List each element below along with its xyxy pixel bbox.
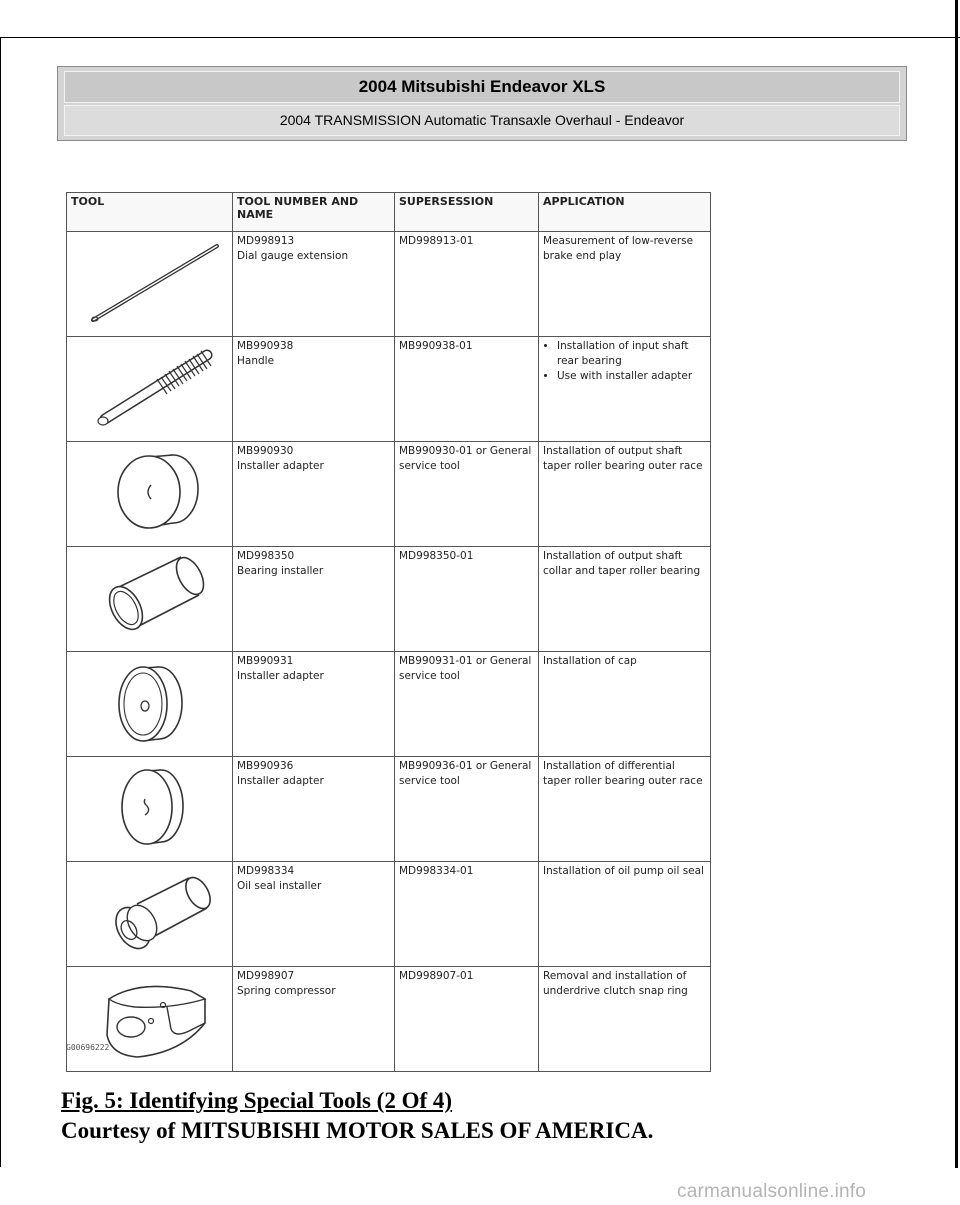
installer-adapter-icon [71, 654, 235, 754]
table-row [67, 232, 711, 337]
supersession-cell: MB990931-01 or General service tool [395, 652, 539, 757]
column-header-supersession: SUPERSESSION [395, 193, 539, 232]
tool-number: MD998913 [237, 235, 295, 247]
page-frame-right [955, 0, 958, 1168]
tool-number: MB990931 [237, 655, 294, 667]
tool-name: Installer adapter [237, 775, 324, 787]
supersession-cell: MD998913-01 [395, 232, 539, 337]
tool-cell [67, 967, 233, 1072]
tool-number-cell [233, 547, 395, 652]
tool-name: Oil seal installer [237, 880, 322, 892]
tool-number: MB990938 [237, 340, 294, 352]
tool-number: MD998907 [237, 970, 295, 982]
supersession-cell: MB990938-01 [395, 337, 539, 442]
application-cell: Installation of output shaft taper roller bearing outer race [539, 442, 711, 547]
table-row [67, 862, 711, 967]
list-item: • Installation of input shaft rear bearing [557, 339, 706, 369]
table-row [67, 967, 711, 1072]
tool-number-cell [233, 652, 395, 757]
supersession-cell: MB990936-01 or General service tool [395, 757, 539, 862]
table-row [67, 337, 711, 442]
tool-number: MB990936 [237, 760, 294, 772]
special-tools-table [66, 192, 711, 1072]
column-header-application: APPLICATION [539, 193, 711, 232]
tool-name: Spring compressor [237, 985, 336, 997]
spring-compressor-icon [71, 969, 235, 1069]
tool-number: MD998334 [237, 865, 295, 877]
tool-name: Installer adapter [237, 670, 324, 682]
supersession-cell: MD998907-01 [395, 967, 539, 1072]
figure-caption: Fig. 5: Identifying Special Tools (2 Of 4) [61, 1088, 453, 1113]
handle-icon [71, 339, 235, 439]
table-row [67, 757, 711, 862]
application-cell: Installation of differential taper roller bearing outer race [539, 757, 711, 862]
application-cell: Installation of oil pump oil seal [539, 862, 711, 967]
special-tools-figure [66, 192, 710, 1052]
document-header [57, 66, 907, 141]
tool-number: MD998350 [237, 550, 295, 562]
column-header-tool-number: TOOL NUMBER AND NAME [233, 193, 395, 232]
table-row [67, 442, 711, 547]
installer-adapter-icon [71, 759, 235, 859]
tool-cell [67, 442, 233, 547]
tool-name: Handle [237, 355, 275, 367]
tool-number-cell [233, 337, 395, 442]
table-row [67, 547, 711, 652]
tool-name: Bearing installer [237, 565, 324, 577]
application-list [543, 339, 706, 384]
courtesy-line: Courtesy of MITSUBISHI MOTOR SALES OF AMERICA. [61, 1118, 654, 1143]
page-frame-top [0, 37, 960, 38]
oil-seal-installer-icon [71, 864, 235, 964]
tool-number-cell [233, 757, 395, 862]
tool-cell [67, 652, 233, 757]
watermark: carmanualsonline.info [677, 1181, 867, 1202]
tool-name: Installer adapter [237, 460, 324, 472]
tool-name: Dial gauge extension [237, 250, 349, 262]
application-cell: Removal and installation of underdrive clutch snap ring [539, 967, 711, 1072]
list-item: • Use with installer adapter [557, 369, 706, 384]
application-cell: Installation of cap [539, 652, 711, 757]
vehicle-title: 2004 Mitsubishi Endeavor XLS [64, 71, 900, 103]
tool-cell [67, 547, 233, 652]
supersession-cell: MD998334-01 [395, 862, 539, 967]
dial-gauge-extension-icon [71, 234, 235, 334]
tool-number-cell [233, 442, 395, 547]
application-cell: Installation of output shaft collar and taper roller bearing [539, 547, 711, 652]
tool-number: MB990930 [237, 445, 294, 457]
tool-number-cell [233, 862, 395, 967]
tool-cell [67, 862, 233, 967]
tool-number-cell [233, 967, 395, 1072]
figure-code: G00696222 [66, 1043, 110, 1052]
tool-number-cell [233, 232, 395, 337]
supersession-cell: MB990930-01 or General service tool [395, 442, 539, 547]
tool-cell [67, 337, 233, 442]
installer-adapter-icon [71, 444, 235, 544]
page-frame-left [0, 37, 1, 1167]
application-cell: Measurement of low-reverse brake end play [539, 232, 711, 337]
table-header-row [67, 193, 711, 232]
tool-cell [67, 232, 233, 337]
application-cell [539, 337, 711, 442]
supersession-cell: MD998350-01 [395, 547, 539, 652]
column-header-tool: TOOL [67, 193, 233, 232]
bearing-installer-icon [71, 549, 235, 649]
tool-cell [67, 757, 233, 862]
section-title: 2004 TRANSMISSION Automatic Transaxle Overhaul - Endeavor [64, 105, 900, 136]
table-row [67, 652, 711, 757]
